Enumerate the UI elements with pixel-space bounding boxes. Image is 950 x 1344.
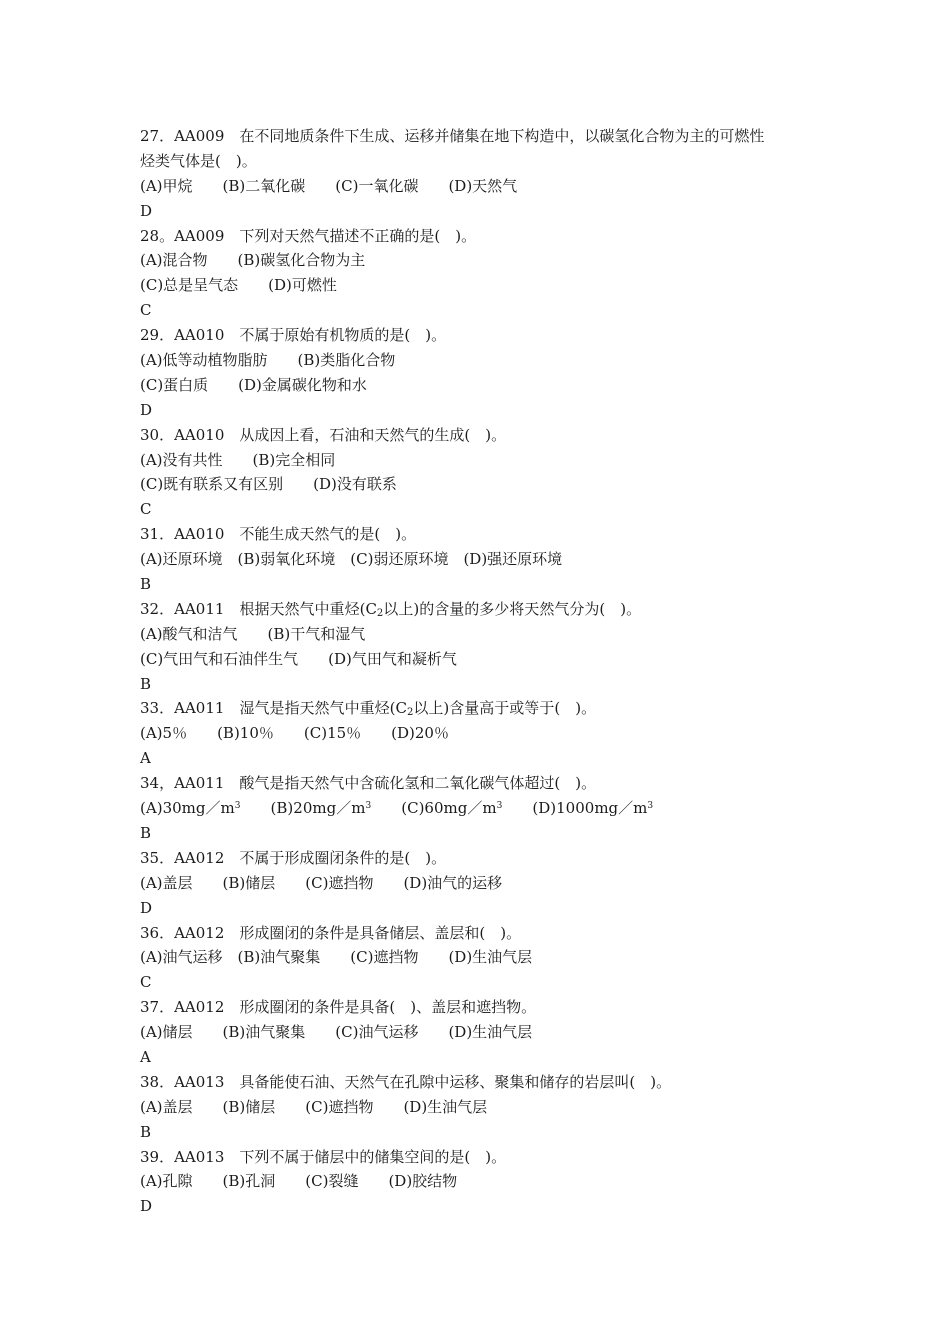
answer-key: B [140,1122,152,1141]
answer-options: (A)没有共性 (B)完全相同 [140,450,336,469]
answer-key: C [140,973,152,992]
answer-key: D [140,1197,153,1216]
question-stem: 35．AA012 不属于形成圈闭条件的是( )。 [140,848,447,867]
answer-options: (A)5％ (B)10％ (C)15％ (D)20％ [140,724,449,743]
answer-options: (A)盖层 (B)储层 (C)遮挡物 (D)生油气层 [140,1097,488,1116]
answer-options: (A)储层 (B)油气聚集 (C)油气运移 (D)生油气层 [140,1023,533,1042]
question-stem: 33．AA011 湿气是指天然气中重烃($C_2$以上)含量高于或等于( )。 [140,699,597,719]
answer-key: D [140,898,153,917]
answer-key: D [140,201,153,220]
answer-options: $(A)30mg/m^3$ $(B)20mg/m^3$ $(C)60mg/m^3$ $(D)1000mg/m^3$ [140,799,654,818]
question-stem: 38．AA013 具备能使石油、天然气在孔隙中运移、聚集和储存的岩层叫( )。 [140,1072,672,1091]
answer-key: B [140,823,152,842]
answer-options: (C)既有联系又有区别 (D)没有联系 [140,475,397,494]
question-stem: 烃类气体是( )。 [140,151,257,170]
question-stem: 31．AA010 不能生成天然气的是( )。 [140,525,417,544]
question-stem: 28。AA009 下列对天然气描述不正确的是( )。 [140,226,477,245]
answer-options: (C)蛋白质 (D)金属碳化物和水 [140,375,367,394]
answer-options: (A)甲烷 (B)二氧化碳 (C)一氧化碳 (D)天然气 [140,176,518,195]
answer-options: (C)气田气和石油伴生气 (D)气田气和凝析气 [140,649,457,668]
question-stem: 39．AA013 下列不属于储层中的储集空间的是( )。 [140,1147,507,1166]
answer-options: (A)还原环境 (B)弱氧化环境 (C)弱还原环境 (D)强还原环境 [140,550,563,569]
question-stem: 29．AA010 不属于原始有机物质的是( )。 [140,326,447,345]
answer-options: (C)总是呈气态 (D)可燃性 [140,276,337,295]
answer-options: (A)低等动植物脂肪 (B)类脂化合物 [140,351,396,370]
answer-options: (A)盖层 (B)储层 (C)遮挡物 (D)油气的运移 [140,873,503,892]
question-stem: 37．AA012 形成圈闭的条件是具备( )、盖层和遮挡物。 [140,998,537,1017]
question-stem: 34，AA011 酸气是指天然气中含硫化氢和二氧化碳气体超过( )。 [140,774,597,793]
answer-key: A [140,749,151,768]
answer-key: D [140,400,153,419]
question-stem: 32．AA011 根据天然气中重烃($C_2$以上)的含量的多少将天然气分为( )。 [140,599,642,619]
answer-key: A [140,1047,151,1066]
answer-options: (A)孔隙 (B)孔洞 (C)裂缝 (D)胶结物 [140,1172,458,1191]
answer-key: B [140,575,152,594]
answer-key: C [140,301,152,320]
answer-options: (A)油气运移 (B)油气聚集 (C)遮挡物 (D)生油气层 [140,948,533,967]
answer-options: (A)混合物 (B)碳氢化合物为主 [140,251,366,270]
question-stem: 36．AA012 形成圈闭的条件是具备储层、盖层和( )。 [140,923,522,942]
question-stem: 30．AA010 从成因上看，石油和天然气的生成( )。 [140,425,507,444]
answer-key: C [140,500,152,519]
answer-key: B [140,674,152,693]
answer-options: (A)酸气和洁气 (B)干气和湿气 [140,624,366,643]
question-stem: 27．AA009 在不同地质条件下生成、运移并储集在地下构造中，以碳氢化合物为主的可燃性 [140,127,765,145]
question-list [140,124,840,1219]
